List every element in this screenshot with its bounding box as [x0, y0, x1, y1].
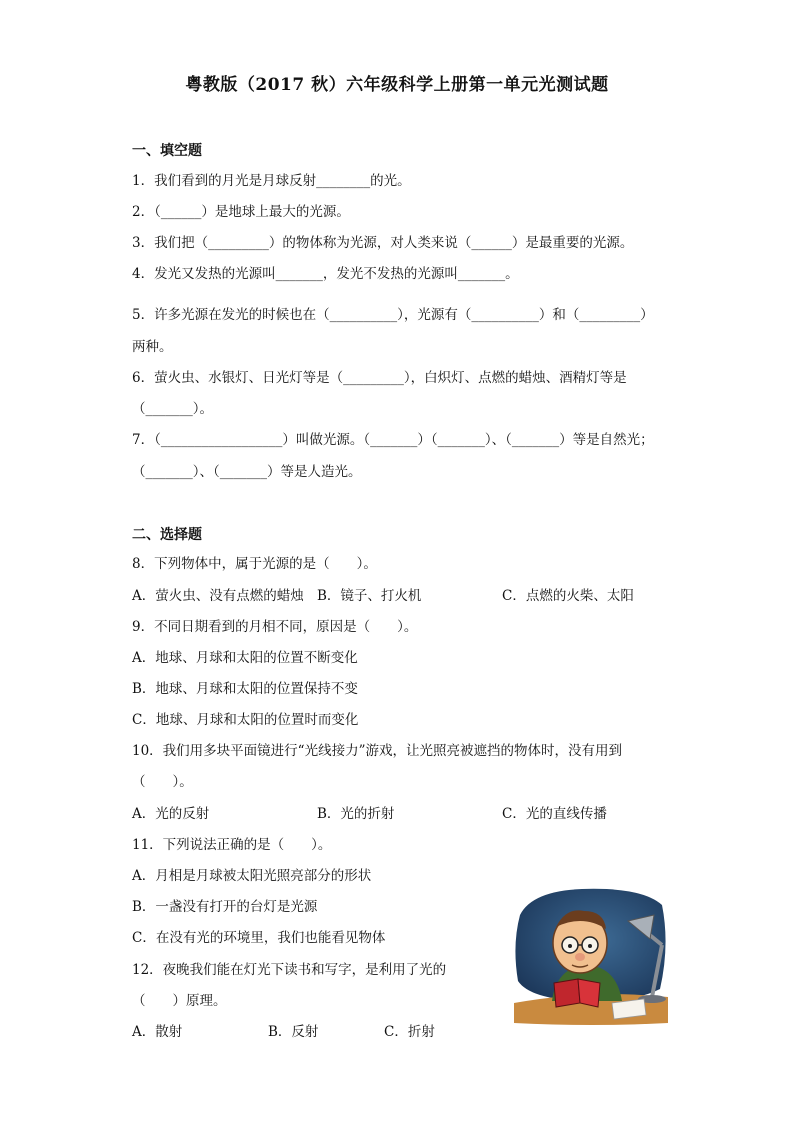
question-9-option-c: C．地球、月球和太阳的位置时而变化 [132, 712, 359, 728]
question-10-option-a: A．光的反射 [132, 806, 210, 822]
question-9: 9．不同日期看到的月相不同，原因是（ ）。 [132, 619, 418, 635]
question-12-line-2: （ ）原理。 [132, 993, 227, 1009]
question-6-line-1: 6．萤火虫、水银灯、日光灯等是（_________），白炽灯、点燃的蜡烛、酒精灯等是 [132, 370, 627, 386]
question-5-line-2: 两种。 [132, 339, 173, 355]
reading-under-lamp-cartoon-icon [512, 885, 670, 1027]
question-10-option-c: C．光的直线传播 [502, 806, 607, 822]
question-8-option-c: C．点燃的火柴、太阳 [502, 588, 634, 604]
question-11-option-a: A．月相是月球被太阳光照亮部分的形状 [132, 868, 372, 884]
question-12-line-1: 12．夜晚我们能在灯光下读书和写字，是利用了光的 [132, 962, 447, 978]
section-heading-multiple-choice: 二、选择题 [132, 527, 202, 543]
question-11-option-b: B．一盏没有打开的台灯是光源 [132, 899, 318, 915]
question-8-option-b: B．镜子、打火机 [317, 588, 422, 604]
question-9-option-a: A．地球、月球和太阳的位置不断变化 [132, 650, 358, 666]
question-8: 8．下列物体中，属于光源的是（ ）。 [132, 556, 377, 572]
reading-under-lamp-illustration [512, 885, 670, 1027]
question-12-option-a: A．散射 [132, 1024, 183, 1040]
question-3: 3．我们把（_________）的物体称为光源，对人类来说（______）是最重要的光源。 [132, 235, 634, 251]
question-11: 11．下列说法正确的是（ ）。 [132, 837, 332, 853]
question-2: 2．（______）是地球上最大的光源。 [132, 204, 350, 220]
question-7-line-1: 7．（__________________）叫做光源。（_______）（_______）、（_______）等是自然光； [132, 432, 654, 448]
question-10-line-2: （ ）。 [132, 774, 193, 790]
question-8-option-a: A．萤火虫、没有点燃的蜡烛 [132, 588, 304, 604]
question-10-option-b: B．光的折射 [317, 806, 395, 822]
question-5-line-1: 5．许多光源在发光的时候也在（__________），光源有（__________）和（_________） [132, 307, 654, 323]
question-12-option-b: B．反射 [268, 1024, 319, 1040]
question-1: 1．我们看到的月光是月球反射________的光。 [132, 173, 411, 189]
question-11-option-c: C．在没有光的环境里，我们也能看见物体 [132, 930, 386, 946]
section-heading-fill-blank: 一、填空题 [132, 143, 202, 159]
question-12-option-c: C．折射 [384, 1024, 435, 1040]
question-7-line-2: （_______）、（_______）等是人造光。 [132, 464, 362, 480]
page-title: 粤教版（2017 秋）六年级科学上册第一单元光测试题 [185, 75, 609, 95]
question-9-option-b: B．地球、月球和太阳的位置保持不变 [132, 681, 358, 697]
question-10-line-1: 10．我们用多块平面镜进行“光线接力”游戏，让光照亮被遮挡的物体时，没有用到 [132, 743, 622, 759]
question-4: 4．发光又发热的光源叫_______，发光不发热的光源叫_______。 [132, 266, 519, 282]
question-6-line-2: （_______）。 [132, 401, 213, 417]
